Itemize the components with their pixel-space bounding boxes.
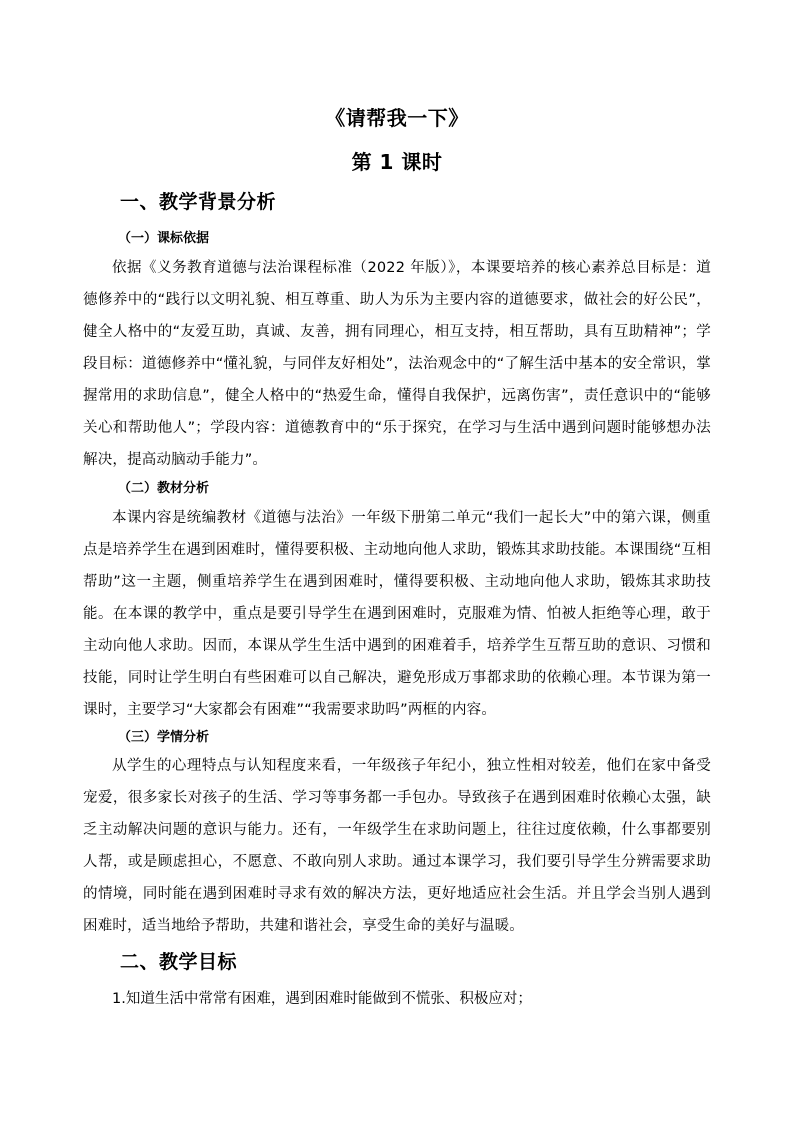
- subsection-heading-standards: （一）课标依据: [118, 231, 210, 246]
- subsection-heading-textbook: （二）教材分析: [118, 481, 210, 496]
- paragraph-textbook: 本课内容是统编教材《道德与法治》一年级下册第二单元“我们一起长大”中的第六课，侧重点是培养学生在遇到困难时，懂得要积极、主动地向他人求助，锻炼其求助技能。本课围绕“互相帮助”这一主题，侧重培养学生在遇到困难时，懂得要积极、主动地向他人求助，锻炼其求助技能。在本课的教学中，重点是要引导学生在遇到困难时，克服难为情、怕被人拒绝等心理，敢于主动向他人求助。因而，本课从学生生活中遇到的困难着手，培养学生互帮互助的意识、习惯和技能，同时让学生明白有些困难可以自己解决，避免形成万事都求助的依赖心理。本节课为第一课时，主要学习“大家都会有困难”“我需要求助吗”两框的内容。: [83, 510, 711, 718]
- document-title: 《请帮我一下》: [325, 106, 469, 130]
- lesson-subtitle: 第 1 课时: [351, 150, 443, 174]
- paragraph-students: 从学生的心理特点与认知程度来看，一年级孩子年纪小，独立性相对较差，他们在家中备受宠爱，很多家长对孩子的生活、学习等事务都一手包办。导致孩子在遇到困难时依赖心太强，缺乏主动解决问题的意识与能力。还有，一年级学生在求助问题上，往往过度依赖，什么事都要别人帮，或是顾虑担心，不愿意、不敢向别人求助。通过本课学习，我们要引导学生分辨需要求助的情境，同时能在遇到困难时寻求有效的解决方法，更好地适应社会生活。并且学会当别人遇到困难时，适当地给予帮助，共建和谐社会，享受生命的美好与温暖。: [83, 758, 711, 934]
- paragraph-standards: 依据《义务教育道德与法治课程标准（2022 年版）》，本课要培养的核心素养总目标是：道德修养中的“践行以文明礼貌、相互尊重、助人为乐为主要内容的道德要求，做社会的好公民”，健全人格中的“友爱互助，真诚、友善，拥有同理心，相互支持，相互帮助，具有互助精神”；学段目标：道德修养中“懂礼貌，与同伴友好相处”，法治观念中的“了解生活中基本的安全常识，掌握常用的求助信息”，健全人格中的“热爱生命，懂得自我保护，远离伤害”，责任意识中的“能够关心和帮助他人”；学段内容：道德教育中的“乐于探究，在学习与生活中遇到问题时能够想办法解决，提高动脑动手能力”。: [83, 260, 711, 468]
- section-heading-objectives: 二、教学目标: [120, 951, 238, 973]
- objective-item: 1.知道生活中常常有困难，遇到困难时能做到不慌张、积极应对；: [112, 991, 532, 1007]
- subsection-heading-students: （三）学情分析: [118, 730, 210, 745]
- section-heading-background: 一、教学背景分析: [120, 191, 277, 213]
